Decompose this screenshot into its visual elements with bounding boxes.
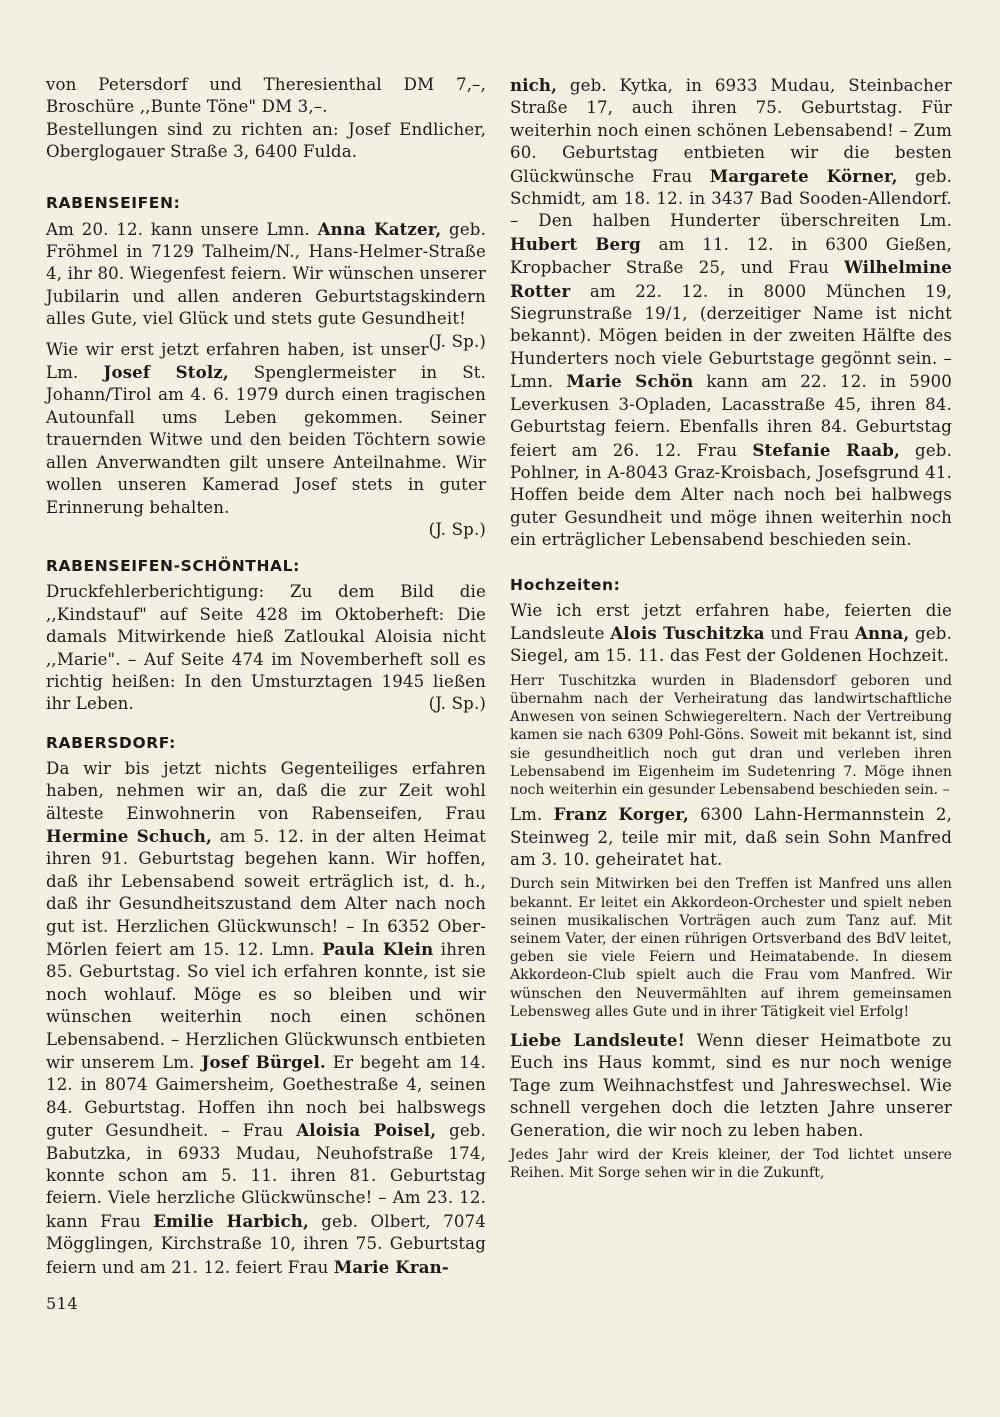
name-highlight: Franz Korger, xyxy=(553,804,689,825)
name-highlight: Alois Tuschitzka xyxy=(610,622,765,643)
name-highlight: Wilhelmine Rotter xyxy=(510,257,952,301)
liebe-landsleute-paragraph xyxy=(510,1029,952,1142)
name-highlight: Marie Kran- xyxy=(333,1256,449,1277)
text-run: Am 20. 12. kann unsere Lmn. xyxy=(46,219,318,239)
page-number: 514 xyxy=(46,1294,79,1313)
right-column xyxy=(510,74,952,1182)
text-run: am 5. 12. in der alten Heimat ihren 91. Geburtstag begehen kann. Wir hoffen, daß ihr Lebensabend soweit erträglich ist, d. h., daß ihr Gesundheitszustand dem Alter nach noch gut ist. Herzlichen Glückwunsch! – In 6352 Ober-Mörlen feiert am 15. 12. Lmn. xyxy=(46,826,486,959)
text-run: geb. Pohlner, in A-8043 Graz-Kroisbach, Josefsgrund 41. Hoffen beide dem Alter nach noch bei halbwegs guter Gesundheit und möge ihnen weiterhin noch ein erträglicher Lebensabend beschieden sein. xyxy=(510,440,952,550)
hochzeiten-paragraph xyxy=(510,600,952,668)
text-run: geb. Siegel, am 15. 11. das Fest der Goldenen Hochzeit. xyxy=(510,623,952,666)
text-run: Druckfehlerberichtigung: Zu dem Bild die ,,Kindstauf" auf Seite 428 im Oktoberheft: Die damals Mitwirkende hieß Zatloukal Aloisia nicht ,,Marie". – Auf Seite 474 im Novemberheft soll es richtig heißen: In den Umsturztagen 1945 ließen ihr Leben. xyxy=(46,582,486,714)
text-run: geb. Olbert, 7074 Mögglingen, Kirchstraße 10, ihren 75. Geburtstag feiern und am 21. 12. feiert Frau xyxy=(46,1211,486,1277)
text-run: geb. Schmidt, am 18. 12. in 3437 Bad Sooden-Allendorf. – Den halben Hunderter überschreiten Lm. xyxy=(510,166,952,231)
section-heading-rabersdorf: RABERSDORF: xyxy=(46,733,176,752)
name-highlight: Stefanie Raab, xyxy=(752,439,900,460)
schoenthal-paragraph xyxy=(46,581,486,715)
text-run: Er begeht am 14. 12. in 8074 Gaimersheim, Goethestraße 4, seinen 84. Geburtstag. Hoffen ihn noch bei halbswegs guter Gesundheit. – Frau xyxy=(46,1053,486,1141)
text-run: Wenn dieser Heimatbote zu Euch ins Haus kommt, sind es nur noch wenige Tage zum Weihnachstfest und Jahreswechsel. Wie schnell vergehen doch die letzten Jahre unserer Generation, die wir noch zu leben haben. xyxy=(510,1031,952,1140)
rabenseifen-paragraph-2 xyxy=(46,339,486,519)
section-heading-rabenseifen: RABENSEIFEN: xyxy=(46,193,181,212)
section-heading-hochzeiten: Hochzeiten: xyxy=(510,575,621,594)
text-run: Lm. xyxy=(510,805,554,825)
left-column xyxy=(46,74,486,1279)
closing-detail: Jedes Jahr wird der Kreis kleiner, der Tod lichtet unsere Reihen. Mit Sorge sehen wir in die Zukunft, xyxy=(510,1147,952,1182)
rabersdorf-paragraph xyxy=(46,758,486,1279)
name-highlight: Josef Stolz, xyxy=(103,362,229,383)
section-heading-schoenthal: RABENSEIFEN-SCHÖNTHAL: xyxy=(46,557,300,576)
rabenseifen-paragraph-1 xyxy=(46,218,486,351)
text-run: kann am 22. 12. in 5900 Leverkusen 3-Opladen, Lacasstraße 45, ihren 84. Geburtstag feiern. Ebenfalls ihren 84. Geburtstag feiert am 26. 12. Frau xyxy=(510,372,953,460)
hochzeiten-detail: Herr Tuschitzka wurden in Bladensdorf geboren und übernahm nach der Verheiratung das landwirtschaftliche Anwesen von seinen Schwiegereltern. Nach der Vertreibung kamen sie nach 6309 Pohl-Göns. Soweit mit bekannt ist, sind sie gesundheitlich noch gut dran und verleben ihren Lebensabend im Eigenheim im Sudetenring 7. Möge ihnen noch weiterhin ein gesunder Lebensabend beschieden sein. – xyxy=(510,672,952,798)
name-highlight: Josef Bürgel. xyxy=(201,1052,326,1073)
text-run: Wie wir erst jetzt erfahren haben, ist unser Lm. xyxy=(46,339,429,383)
signature: (J. Sp.) xyxy=(428,694,486,714)
name-highlight: Emilie Harbich, xyxy=(153,1210,309,1231)
text-run: am 11. 12. in 6300 Gießen, Kropbacher Straße 25, und Frau xyxy=(510,234,952,278)
name-highlight: Anna Katzer, xyxy=(317,218,442,239)
intro-paragraph xyxy=(46,74,486,164)
name-highlight: Margarete Körner, xyxy=(709,165,898,186)
name-highlight: Marie Schön xyxy=(566,371,694,392)
text-run: Wie ich erst jetzt erfahren habe, feierten die Landsleute xyxy=(510,600,952,643)
text-run: geb. Babutzka, in 6933 Mudau, Neuhofstraße 174, konnte schon am 5. 11. ihren 81. Geburtstag feiern. Viele herzliche Glückwünsche! – Am 23. 12. kann Frau xyxy=(46,1121,487,1231)
text-run: Spenglermeister in St. Johann/Tirol am 4. 6. 1979 durch einen tragischen Autounfall ums Leben gekommen. Seiner trauernden Witwe und den beiden Töchtern sowie allen Anverwandten gilt unsere Anteilnahme. Wir wollen unseren Kamerad Josef stets in guter Erinnerung behalten. xyxy=(46,363,486,517)
text-run: und Frau xyxy=(764,623,856,643)
name-highlight: Hermine Schuch, xyxy=(46,825,212,846)
name-highlight: Anna, xyxy=(855,622,910,643)
text-run: geb. Fröhmel in 7129 Talheim/N., Hans-Helmer-Straße 4, ihr 80. Wiegenfest feiern. Wir wünschen unserer Jubilarin und allen anderen Geburtstagskindern alles Gute, viel Glück und stets gute Gesundheit! xyxy=(46,219,486,329)
text-run: ihren 85. Geburtstag. So viel ich erfahren konnte, ist sie noch wohlauf. Möge es so bleiben und wir wünschen weiterhin noch einen schönen Lebensabend. – Herzlichen Glückwunsch entbieten wir unserem Lm. xyxy=(46,940,486,1073)
korger-paragraph xyxy=(510,803,952,871)
name-highlight: nich, xyxy=(510,75,558,95)
text-run: Da wir bis jetzt nichts Gegenteiliges erfahren haben, nehmen wir an, daß die zur Zeit wohl älteste Einwohnerin von Rabenseifen, Frau xyxy=(46,758,486,823)
text-run: am 22. 12. in 8000 München 19, Siegrunstraße 19/1, (derzeitiger Name ist nicht bekannt). Mögen beiden in der zweiten Hälfte des Hunderters noch viele Geburtstage gegönnt sein. – Lmn. xyxy=(510,281,952,392)
signature: (J. Sp.) xyxy=(428,331,486,351)
name-highlight: Hubert Berg xyxy=(510,233,641,254)
name-highlight: Paula Klein xyxy=(322,939,434,959)
continuation-paragraph xyxy=(510,74,952,552)
text-run: von Petersdorf und Theresienthal DM 7,–, Broschüre ,,Bunte Töne" DM 3,–. xyxy=(46,75,486,117)
korger-detail: Durch sein Mitwirken bei den Treffen ist Manfred uns allen bekannt. Er leitet ein Akkordeon-Orchester und spielt neben seinen musikalischen Vorträgen auch zum Tanz auf. Mit seinem Vater, der einen rührigen Ortsverband des BdV leitet, geben sie viele Feiern und Heimatabende. In diesem Akkordeon-Club spielt auch die Frau vom Manfred. Wir wünschen den Neuvermählten auf ihrem gemeinsamen Lebensweg alles Gute und in ihrer Tätigkeit viel Erfolg! xyxy=(510,876,952,1020)
text-run: 6300 Lahn-Hermannstein 2, Steinweg 2, teile mir mit, daß sein Sohn Manfred am 3. 10. geheiratet hat. xyxy=(510,805,953,869)
name-highlight: Aloisia Poisel, xyxy=(296,1120,437,1141)
text-run: Bestellungen sind zu richten an: Josef Endlicher, Oberglogauer Straße 3, 6400 Fulda. xyxy=(46,119,486,162)
name-highlight: Liebe Landsleute! xyxy=(510,1030,686,1051)
signature: (J. Sp.) xyxy=(428,519,486,539)
text-run: geb. Kytka, in 6933 Mudau, Steinbacher Straße 17, auch ihren 75. Geburtstag. Für weiterhin noch einen schönen Lebensabend! – Zum 60. Geburtstag entbieten wir die besten Glückwünsche Frau xyxy=(510,76,952,186)
